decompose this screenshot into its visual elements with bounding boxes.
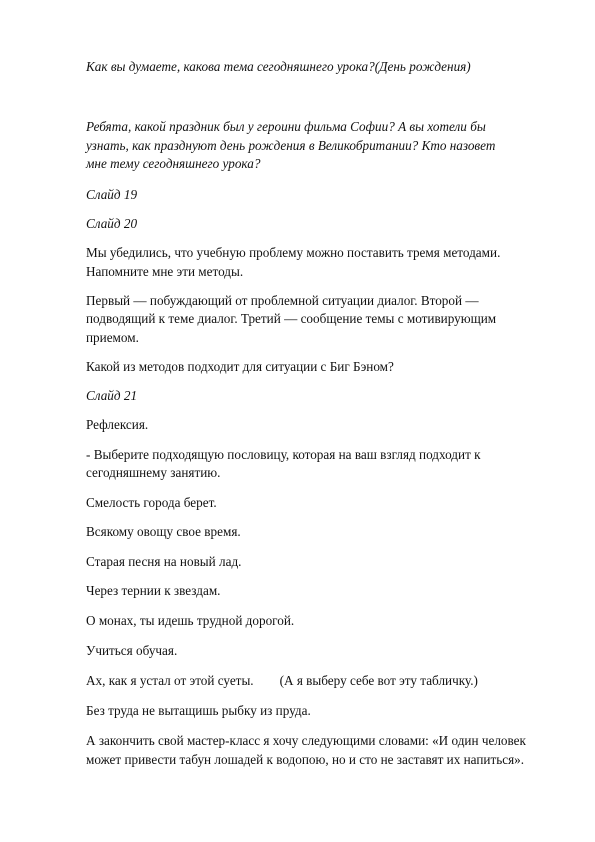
proverb-3: Старая песня на новый лад. (86, 554, 242, 569)
proverb-5: О монах, ты идешь трудной дорогой. (86, 613, 295, 628)
reflection-heading: Рефлексия. (86, 417, 149, 432)
methods-line-1: Мы убедились, что учебную проблему можно поставить тремя методами. (86, 245, 501, 260)
method-question: Какой из методов подходит для ситуации с Биг Бэном? (86, 359, 394, 374)
proverb-6: Учиться обучая. (86, 643, 178, 658)
proverb-8: Без труда не вытащишь рыбку из пруда. (86, 703, 311, 718)
proverb-7: Ах, как я устал от этой суеты. (86, 673, 254, 688)
methods-desc-line-2: подводящий к теме диалог. Третий — сообщение темы с мотивирующим (86, 311, 497, 326)
proverb-7-row (86, 672, 478, 690)
proverb-task-line-2: сегодняшнему занятию. (86, 465, 221, 480)
proverb-4: Через тернии к звездам. (86, 583, 221, 598)
methods-line-2: Напомните мне эти методы. (86, 264, 244, 279)
closing-line-2: может привести табун лошадей к водопою, но и сто не заставят их напиться». (86, 752, 525, 767)
intro-line-3: мне тему сегодняшнего урока? (86, 156, 261, 171)
proverb-2: Всякому овощу свое время. (86, 524, 241, 539)
question-topic: Как вы думаете, какова тема сегодняшнего урока?(День рождения) (86, 59, 471, 74)
intro-line-2: узнать, как празднуют день рождения в Великобритании? Кто назовет (86, 138, 496, 153)
slide-21-heading: Слайд 21 (86, 388, 138, 403)
intro-line-1: Ребята, какой праздник был у героини фильма Софии? А вы хотели бы (86, 119, 486, 134)
proverb-1: Смелость города берет. (86, 495, 217, 510)
proverb-task-line-1: - Выберите подходящую пословицу, которая на ваш взгляд подходит к (86, 447, 481, 462)
methods-desc-line-1: Первый — побуждающий от проблемной ситуации диалог. Второй — (86, 293, 479, 308)
slide-20-heading: Слайд 20 (86, 216, 138, 231)
closing-line-1: А закончить свой мастер-класс я хочу следующими словами: «И один человек (86, 733, 526, 748)
methods-desc-line-3: приемом. (86, 330, 139, 345)
proverb-note: (А я выберу себе вот эту табличку.) (279, 673, 478, 688)
slide-19-heading: Слайд 19 (86, 187, 138, 202)
